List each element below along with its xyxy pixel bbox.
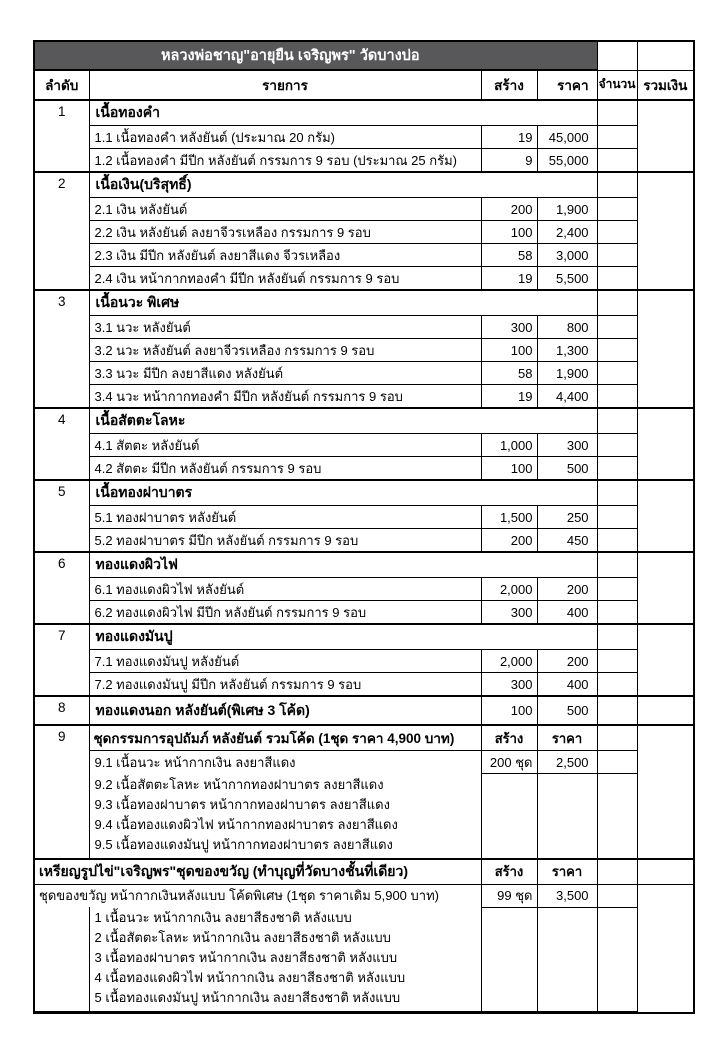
qty-cell — [597, 316, 637, 339]
made-cell: 100 — [481, 221, 537, 244]
item-cell: 2.2 เงิน หลังยันต์ ลงยาจีวรเหลือง กรรมการ 9 รอบ — [89, 221, 481, 244]
price-table — [33, 40, 695, 1014]
made-cell — [481, 907, 537, 1013]
item-row — [34, 434, 694, 457]
made-cell: 300 — [481, 601, 537, 625]
item-row — [34, 506, 694, 529]
qty-cell — [597, 198, 637, 221]
qty-cell — [597, 601, 637, 625]
section-number: 1 — [34, 100, 89, 172]
price-cell: 5,500 — [537, 267, 597, 291]
price-cell: 55,000 — [537, 149, 597, 173]
section-label: เนื้อทองคำ — [89, 100, 597, 126]
qty-cell — [597, 100, 637, 126]
item-row — [34, 578, 694, 601]
section-label: เนื้อนวะ พิเศษ — [89, 290, 597, 316]
qty-cell — [597, 385, 637, 409]
price-cell: 400 — [537, 601, 597, 625]
item-row — [34, 267, 694, 291]
price-cell: 300 — [537, 434, 597, 457]
qty-cell — [597, 457, 637, 481]
section-header-row — [34, 100, 694, 126]
made-cell: 200 ชุด — [481, 751, 537, 774]
price-cell: 4,400 — [537, 385, 597, 409]
qty-cell — [597, 673, 637, 697]
item-line: 9.2 เนื้อสัตตะโลหะ หน้ากากทองฝาบาตร ลงยาสีแดง — [94, 776, 384, 792]
total-cell — [637, 624, 694, 696]
item-row — [34, 601, 694, 625]
no-cell — [34, 907, 89, 1013]
total-cell — [637, 552, 694, 624]
section-header-row — [34, 480, 694, 506]
section-header-row — [34, 552, 694, 578]
qty-cell — [597, 529, 637, 553]
made-cell: 1,500 — [481, 506, 537, 529]
item-row — [34, 529, 694, 553]
made-cell: 99 ชุด — [481, 884, 537, 907]
qty-cell — [597, 624, 637, 650]
qty-cell — [597, 552, 637, 578]
price-cell: 450 — [537, 529, 597, 553]
qty-cell — [597, 725, 637, 751]
price-cell: 1,900 — [537, 198, 597, 221]
qty-cell — [597, 339, 637, 362]
price-cell: 200 — [537, 578, 597, 601]
qty-cell — [597, 480, 637, 506]
item-list-cell — [89, 774, 481, 859]
item-cell: 5.1 ทองฝาบาตร หลังยันต์ — [89, 506, 481, 529]
section-number: 8 — [34, 696, 89, 725]
item-line: 9.3 เนื้อทองฝาบาตร หน้ากากทองฝาบาตร ลงยาสีแดง — [94, 796, 390, 812]
item-line: 1 เนื้อนวะ หน้ากากเงิน ลงยาสีธงชาติ หลังแบบ — [94, 910, 352, 925]
made-cell: 200 — [481, 198, 537, 221]
gift-set-line: ชุดของขวัญ หน้ากากเงินหลังแบบ โค้ดพิเศษ (1ชุด ราคาเดิม 5,900 บาท) — [34, 884, 481, 907]
price-cell: 400 — [537, 673, 597, 697]
item-line: 3 เนื้อทองฝาบาตร หน้ากากเงิน ลงยาสีธงชาติ หลังแบบ — [94, 950, 398, 965]
total-cell — [637, 172, 694, 290]
item-cell: 3.4 นวะ หน้ากากทองคำ มีปีก หลังยันต์ กรรมการ 9 รอบ — [89, 385, 481, 409]
section-number: 4 — [34, 408, 89, 480]
qty-cell — [597, 506, 637, 529]
price-cell: 45,000 — [537, 126, 597, 149]
item-line: 2 เนื้อสัตตะโลหะ หน้ากากเงิน ลงยาสีธงชาติ หลังแบบ — [94, 930, 391, 945]
qty-cell — [597, 578, 637, 601]
item-cell: 5.2 ทองฝาบาตร มีปีก หลังยันต์ กรรมการ 9 รอบ — [89, 529, 481, 553]
item-line: 5 เนื้อทองแดงมันปู หน้ากากเงิน ลงยาสีธงชาติ หลังแบบ — [94, 990, 401, 1005]
item-cell: 2.3 เงิน มีปีก หลังยันต์ ลงยาสีแดง จีวรเหลือง — [89, 244, 481, 267]
col-header-item: รายการ — [89, 70, 481, 100]
made-cell: 100 — [481, 696, 537, 725]
section-number: 7 — [34, 624, 89, 696]
item-cell: 7.2 ทองแดงมันปู มีปีก หลังยันต์ กรรมการ 9 รอบ — [89, 673, 481, 697]
qty-cell — [597, 244, 637, 267]
section-number: 5 — [34, 480, 89, 552]
qty-cell — [597, 221, 637, 244]
item-cell: 1.2 เนื้อทองคำ มีปีก หลังยันต์ กรรมการ 9 รอบ (ประมาณ 25 กรัม) — [89, 149, 481, 173]
made-cell: 58 — [481, 362, 537, 385]
item-line: 9.5 เนื้อทองแดงมันปู หน้ากากทองฝาบาตร ลงยาสีแดง — [94, 836, 393, 852]
item-row — [34, 339, 694, 362]
section-number: 2 — [34, 172, 89, 290]
item-line: 9.4 เนื้อทองแดงผิวไฟ หน้ากากทองฝาบาตร ลงยาสีแดง — [94, 816, 398, 832]
qty-cell — [597, 859, 637, 885]
item-cell: 9.1 เนื้อนวะ หน้ากากเงิน ลงยาสีแดง — [89, 751, 481, 774]
item-row — [34, 457, 694, 481]
made-cell: 300 — [481, 316, 537, 339]
section-header-row — [34, 624, 694, 650]
item-cell: 7.1 ทองแดงมันปู หลังยันต์ — [89, 650, 481, 673]
qty-cell — [597, 434, 637, 457]
section-number: 9 — [34, 725, 89, 859]
qty-cell — [597, 267, 637, 291]
col-header-no: ลำดับ — [34, 70, 89, 100]
total-cell — [637, 408, 694, 480]
qty-cell — [597, 884, 637, 907]
price-cell: 1,300 — [537, 339, 597, 362]
col-header-total: รวมเงิน — [637, 70, 694, 100]
price-cell: 200 — [537, 650, 597, 673]
section-label: ทองแดงผิวไฟ — [89, 552, 597, 578]
price-cell: 3,500 — [537, 884, 597, 907]
section-header-row — [34, 290, 694, 316]
price-cell: 250 — [537, 506, 597, 529]
qty-cell — [597, 172, 637, 198]
gift-header-row — [34, 859, 694, 885]
made-cell: 2,000 — [481, 650, 537, 673]
price-cell: 2,500 — [537, 751, 597, 774]
section9-header-row — [34, 725, 694, 751]
qty-cell — [597, 149, 637, 173]
made-cell: 2,000 — [481, 578, 537, 601]
gift-set-row — [34, 884, 694, 907]
total-cell — [637, 100, 694, 172]
column-header-row — [34, 70, 694, 100]
qty-cell — [597, 408, 637, 434]
price-cell: 500 — [537, 696, 597, 725]
item-cell: 4.2 สัตตะ มีปีก หลังยันต์ กรรมการ 9 รอบ — [89, 457, 481, 481]
made-cell: 9 — [481, 149, 537, 173]
page-title: หลวงพ่อชาญ"อายุยืน เจริญพร" วัดบางบ่อ — [34, 41, 597, 70]
made-cell: 100 — [481, 457, 537, 481]
item-list-cell — [89, 907, 481, 1013]
price-cell: 2,400 — [537, 221, 597, 244]
total-cell — [637, 696, 694, 725]
section-label: ทองแดงมันปู — [89, 624, 597, 650]
price-subheader: ราคา — [537, 859, 597, 885]
qty-cell — [597, 907, 637, 1013]
section8-row — [34, 696, 694, 725]
item-list-row — [34, 774, 694, 859]
made-cell: 200 — [481, 529, 537, 553]
made-cell: 100 — [481, 339, 537, 362]
made-subheader: สร้าง — [481, 859, 537, 885]
total-cell — [637, 290, 694, 408]
title-qty-cell — [597, 41, 637, 70]
price-cell — [537, 907, 597, 1013]
section-label: เนื้อเงิน(บริสุทธิ์) — [89, 172, 597, 198]
total-cell — [637, 859, 694, 885]
gift-list-row — [34, 907, 694, 1013]
total-cell — [637, 725, 694, 859]
title-total-cell — [637, 41, 694, 70]
made-cell: 58 — [481, 244, 537, 267]
qty-cell — [597, 774, 637, 859]
qty-cell — [597, 751, 637, 774]
made-subheader: สร้าง — [481, 725, 537, 751]
item-row — [34, 244, 694, 267]
section-label: ชุดกรรมการอุปถัมภ์ หลังยันต์ รวมโค้ด (1ชุด ราคา 4,900 บาท) — [89, 725, 481, 751]
item-row — [34, 149, 694, 173]
made-cell — [481, 774, 537, 859]
made-cell: 19 — [481, 385, 537, 409]
price-cell — [537, 774, 597, 859]
item-row — [34, 673, 694, 697]
item-cell: 3.1 นวะ หลังยันต์ — [89, 316, 481, 339]
section-header-row — [34, 172, 694, 198]
item-cell: 2.1 เงิน หลังยันต์ — [89, 198, 481, 221]
total-cell — [637, 884, 694, 1013]
title-row — [34, 41, 694, 70]
item-cell: 4.1 สัตตะ หลังยันต์ — [89, 434, 481, 457]
item-row — [34, 650, 694, 673]
item-row — [34, 751, 694, 774]
qty-cell — [597, 290, 637, 316]
item-row — [34, 385, 694, 409]
section-label: เนื้อทองฝาบาตร — [89, 480, 597, 506]
total-cell — [637, 480, 694, 552]
made-cell: 300 — [481, 673, 537, 697]
qty-cell — [597, 650, 637, 673]
item-row — [34, 126, 694, 149]
item-line: 4 เนื้อทองแดงผิวไฟ หน้ากากเงิน ลงยาสีธงชาติ หลังแบบ — [94, 970, 406, 985]
price-subheader: ราคา — [537, 725, 597, 751]
price-cell: 1,900 — [537, 362, 597, 385]
price-cell: 3,000 — [537, 244, 597, 267]
made-cell: 19 — [481, 267, 537, 291]
item-row — [34, 362, 694, 385]
section-label: เนื้อสัตตะโลหะ — [89, 408, 597, 434]
qty-cell — [597, 126, 637, 149]
qty-cell — [597, 696, 637, 725]
qty-cell — [597, 362, 637, 385]
item-row — [34, 198, 694, 221]
section-label: ทองแดงนอก หลังยันต์(พิเศษ 3 โค้ด) — [89, 696, 481, 725]
made-cell: 1,000 — [481, 434, 537, 457]
item-cell: 6.1 ทองแดงผิวไฟ หลังยันต์ — [89, 578, 481, 601]
price-cell: 800 — [537, 316, 597, 339]
section-number: 6 — [34, 552, 89, 624]
col-header-qty: จำนวน — [597, 70, 637, 100]
section-header-row — [34, 408, 694, 434]
item-cell: 3.3 นวะ มีปีก ลงยาสีแดง หลังยันต์ — [89, 362, 481, 385]
item-cell: 6.2 ทองแดงผิวไฟ มีปีก หลังยันต์ กรรมการ 9 รอบ — [89, 601, 481, 625]
made-cell: 19 — [481, 126, 537, 149]
item-cell: 3.2 นวะ หลังยันต์ ลงยาจีวรเหลือง กรรมการ 9 รอบ — [89, 339, 481, 362]
section-number: 3 — [34, 290, 89, 408]
item-cell: 2.4 เงิน หน้ากากทองคำ มีปีก หลังยันต์ กรรมการ 9 รอบ — [89, 267, 481, 291]
item-cell: 1.1 เนื้อทองคำ หลังยันต์ (ประมาณ 20 กรัม) — [89, 126, 481, 149]
item-row — [34, 221, 694, 244]
item-row — [34, 316, 694, 339]
col-header-price: ราคา — [537, 70, 597, 100]
col-header-made: สร้าง — [481, 70, 537, 100]
price-cell: 500 — [537, 457, 597, 481]
gift-header: เหรียญรูปไข่"เจริญพร"ชุดของขวัญ (ทำบุญที่วัดบางชั้นที่เดียว) — [34, 859, 481, 885]
